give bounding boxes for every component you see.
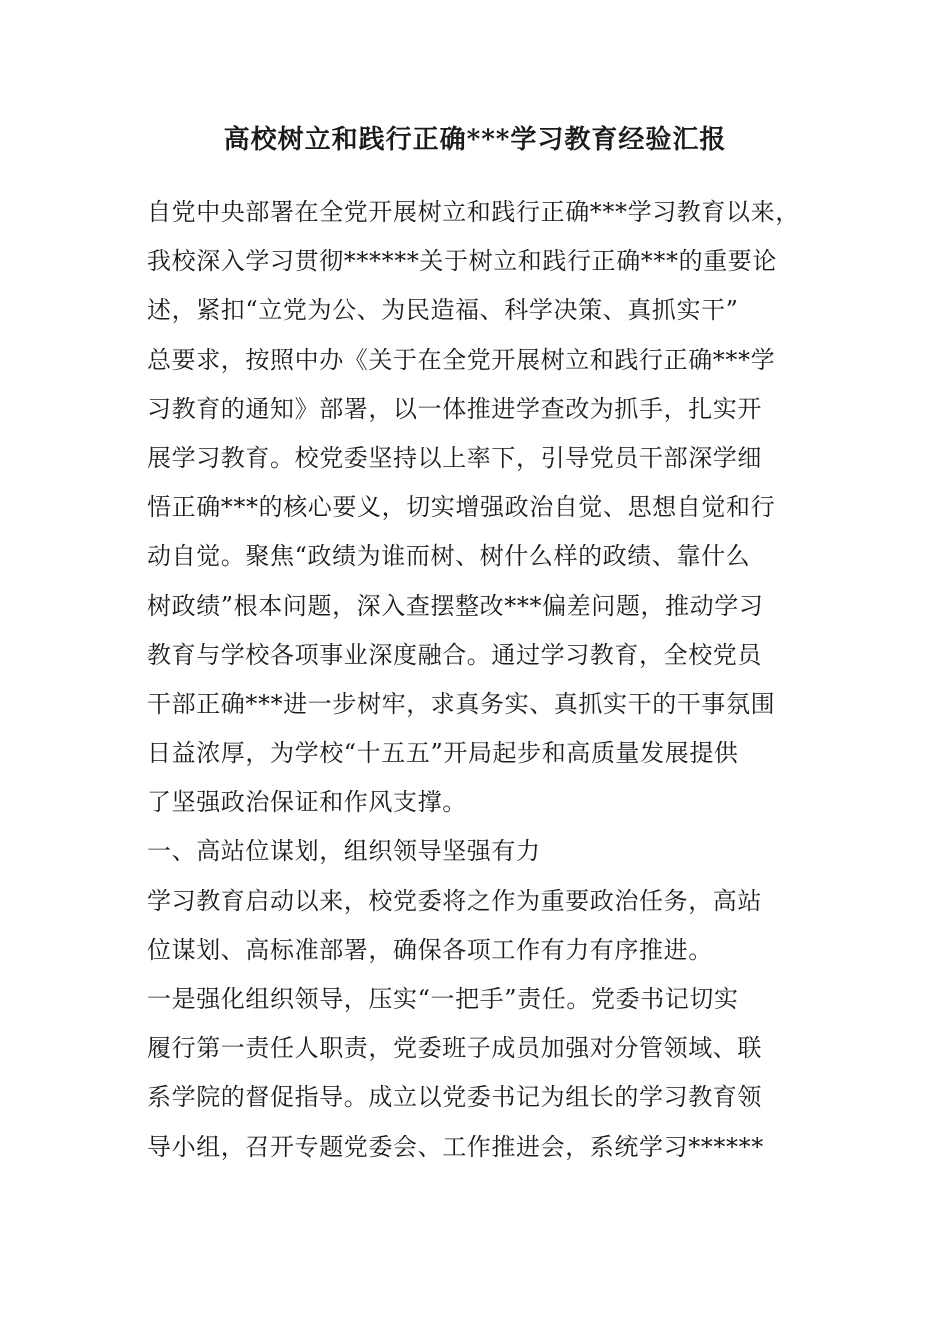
document-title: 高校树立和践行正确***学习教育经验汇报 <box>223 125 727 155</box>
text-line: 习教育的通知》部署，以一体推进学查改为抓手，扎实开 <box>147 394 762 423</box>
text-line: 树政绩”根本问题，深入查摆整改***偏差问题，推动学习 <box>147 591 764 620</box>
text-line: 履行第一责任人职责，党委班子成员加强对分管领域、联 <box>147 1034 762 1063</box>
text-line: 自党中央部署在全党开展树立和践行正确***学习教育以来， <box>147 198 800 226</box>
text-line: 学习教育启动以来，校党委将之作为重要政治任务，高站 <box>147 886 762 915</box>
text-line: 我校深入学习贯彻******关于树立和践行正确***的重要论 <box>147 247 777 276</box>
text-line: 了坚强政治保证和作风支撑。 <box>147 788 467 817</box>
text-line: 动自觉。聚焦“政绩为谁而树、树什么样的政绩、靠什么 <box>147 542 751 571</box>
text-line: 系学院的督促指导。成立以党委书记为组长的学习教育领 <box>147 1083 762 1112</box>
section-heading: 一、高站位谋划，组织领导坚强有力 <box>147 837 541 866</box>
text-line: 悟正确***的核心要义，切实增强政治自觉、思想自觉和行 <box>147 493 776 522</box>
text-line: 位谋划、高标准部署，确保各项工作有力有序推进。 <box>147 935 713 964</box>
text-line: 述，紧扣“立党为公、为民造福、科学决策、真抓实干” <box>147 296 739 325</box>
text-line: 一是强化组织领导，压实“一把手”责任。党委书记切实 <box>147 985 739 1013</box>
text-line: 教育与学校各项事业深度融合。通过学习教育，全校党员 <box>147 640 762 669</box>
text-line: 干部正确***进一步树牢，求真务实、真抓实干的干事氛围 <box>147 689 776 718</box>
text-line: 日益浓厚，为学校“十五五”开局起步和高质量发展提供 <box>147 739 739 768</box>
text-line: 展学习教育。校党委坚持以上率下，引导党员干部深学细 <box>147 443 762 472</box>
document-body <box>147 188 817 1172</box>
text-line: 总要求，按照中办《关于在全党开展树立和践行正确***学 <box>147 345 776 374</box>
text-line: 导小组，召开专题党委会、工作推进会，系统学习****** <box>147 1132 764 1161</box>
